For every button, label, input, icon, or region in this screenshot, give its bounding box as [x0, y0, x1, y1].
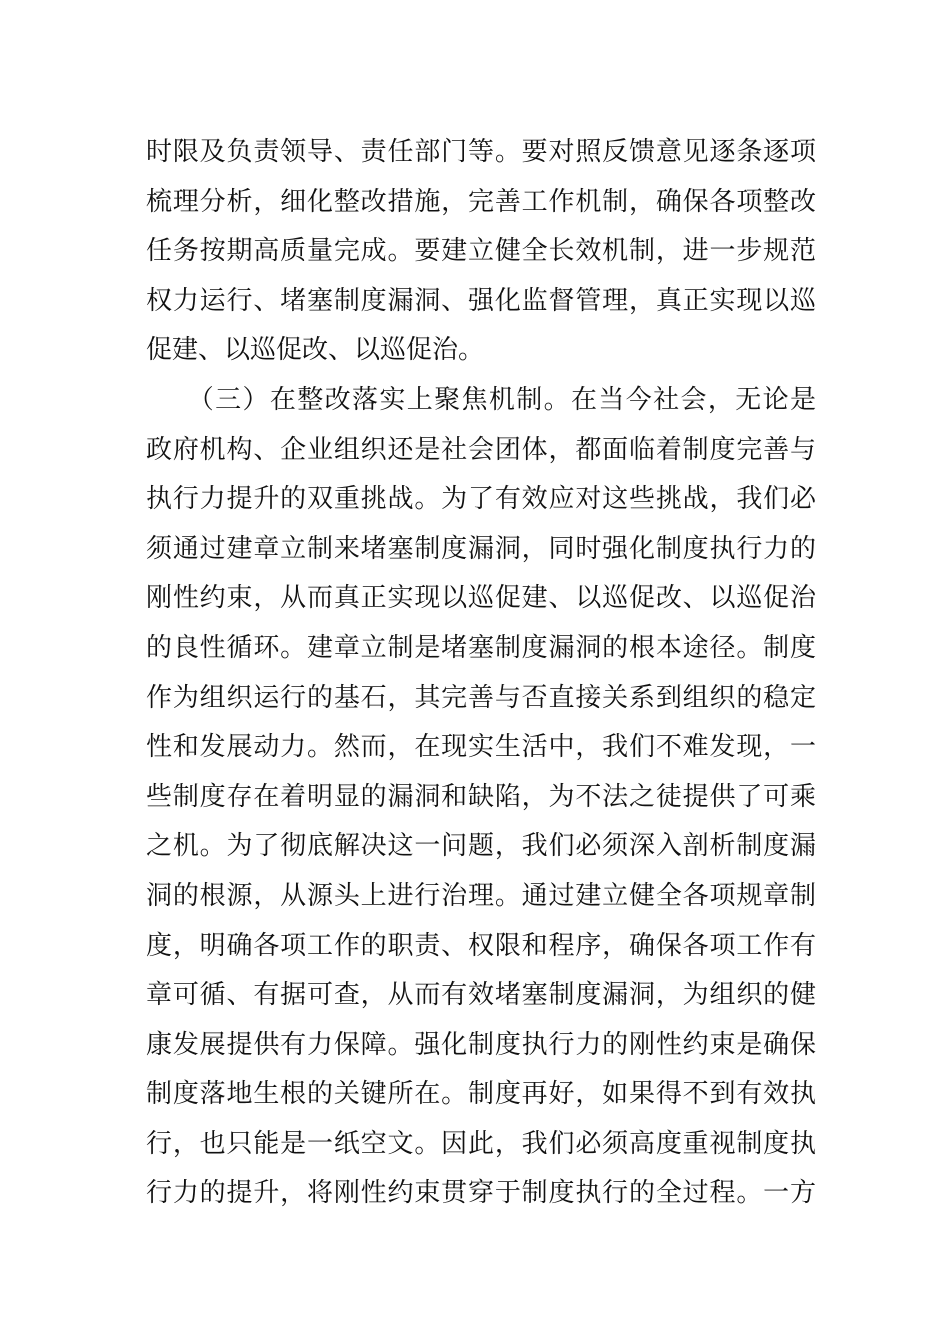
- text-line: 执行力提升的双重挑战。为了有效应对这些挑战，我们必: [146, 484, 816, 515]
- text-line: 行，也只能是一纸空文。因此，我们必须高度重视制度执: [146, 1128, 816, 1159]
- text-line: 政府机构、企业组织还是社会团体，都面临着制度完善与: [146, 434, 816, 465]
- text-line: 时限及负责领导、责任部门等。要对照反馈意见逐条逐项: [146, 137, 816, 167]
- text-line: 性和发展动力。然而，在现实生活中，我们不难发现，一: [146, 732, 816, 763]
- section-heading-line: （三）在整改落实上聚焦机制。在当今社会，无论是: [146, 384, 816, 415]
- text-line: 梳理分析，细化整改措施，完善工作机制，确保各项整改: [146, 186, 816, 217]
- body-text: [146, 128, 816, 1219]
- text-line: 须通过建章立制来堵塞制度漏洞，同时强化制度执行力的: [146, 533, 816, 564]
- paragraph-end-line: 促建、以巡促改、以巡促治。: [146, 335, 485, 366]
- text-line: 制度落地生根的关键所在。制度再好，如果得不到有效执: [146, 1079, 816, 1110]
- text-line: 行力的提升，将刚性约束贯穿于制度执行的全过程。一方: [146, 1178, 816, 1209]
- text-line: 之机。为了彻底解决这一问题，我们必须深入剖析制度漏: [146, 831, 816, 862]
- text-line: 章可循、有据可查，从而有效堵塞制度漏洞，为组织的健: [146, 980, 816, 1011]
- text-line: 刚性约束，从而真正实现以巡促建、以巡促改、以巡促治: [146, 583, 816, 614]
- text-line: 作为组织运行的基石，其完善与否直接关系到组织的稳定: [146, 682, 816, 713]
- text-line: 权力运行、堵塞制度漏洞、强化监督管理，真正实现以巡: [146, 285, 816, 316]
- text-line: 任务按期高质量完成。要建立健全长效机制，进一步规范: [146, 236, 816, 267]
- text-line: 的良性循环。建章立制是堵塞制度漏洞的根本途径。制度: [146, 632, 816, 663]
- text-line: 度，明确各项工作的职责、权限和程序，确保各项工作有: [146, 930, 816, 961]
- text-line: 康发展提供有力保障。强化制度执行力的刚性约束是确保: [146, 1029, 816, 1060]
- text-line: 洞的根源，从源头上进行治理。通过建立健全各项规章制: [146, 880, 816, 911]
- text-line: 些制度存在着明显的漏洞和缺陷，为不法之徒提供了可乘: [146, 781, 816, 812]
